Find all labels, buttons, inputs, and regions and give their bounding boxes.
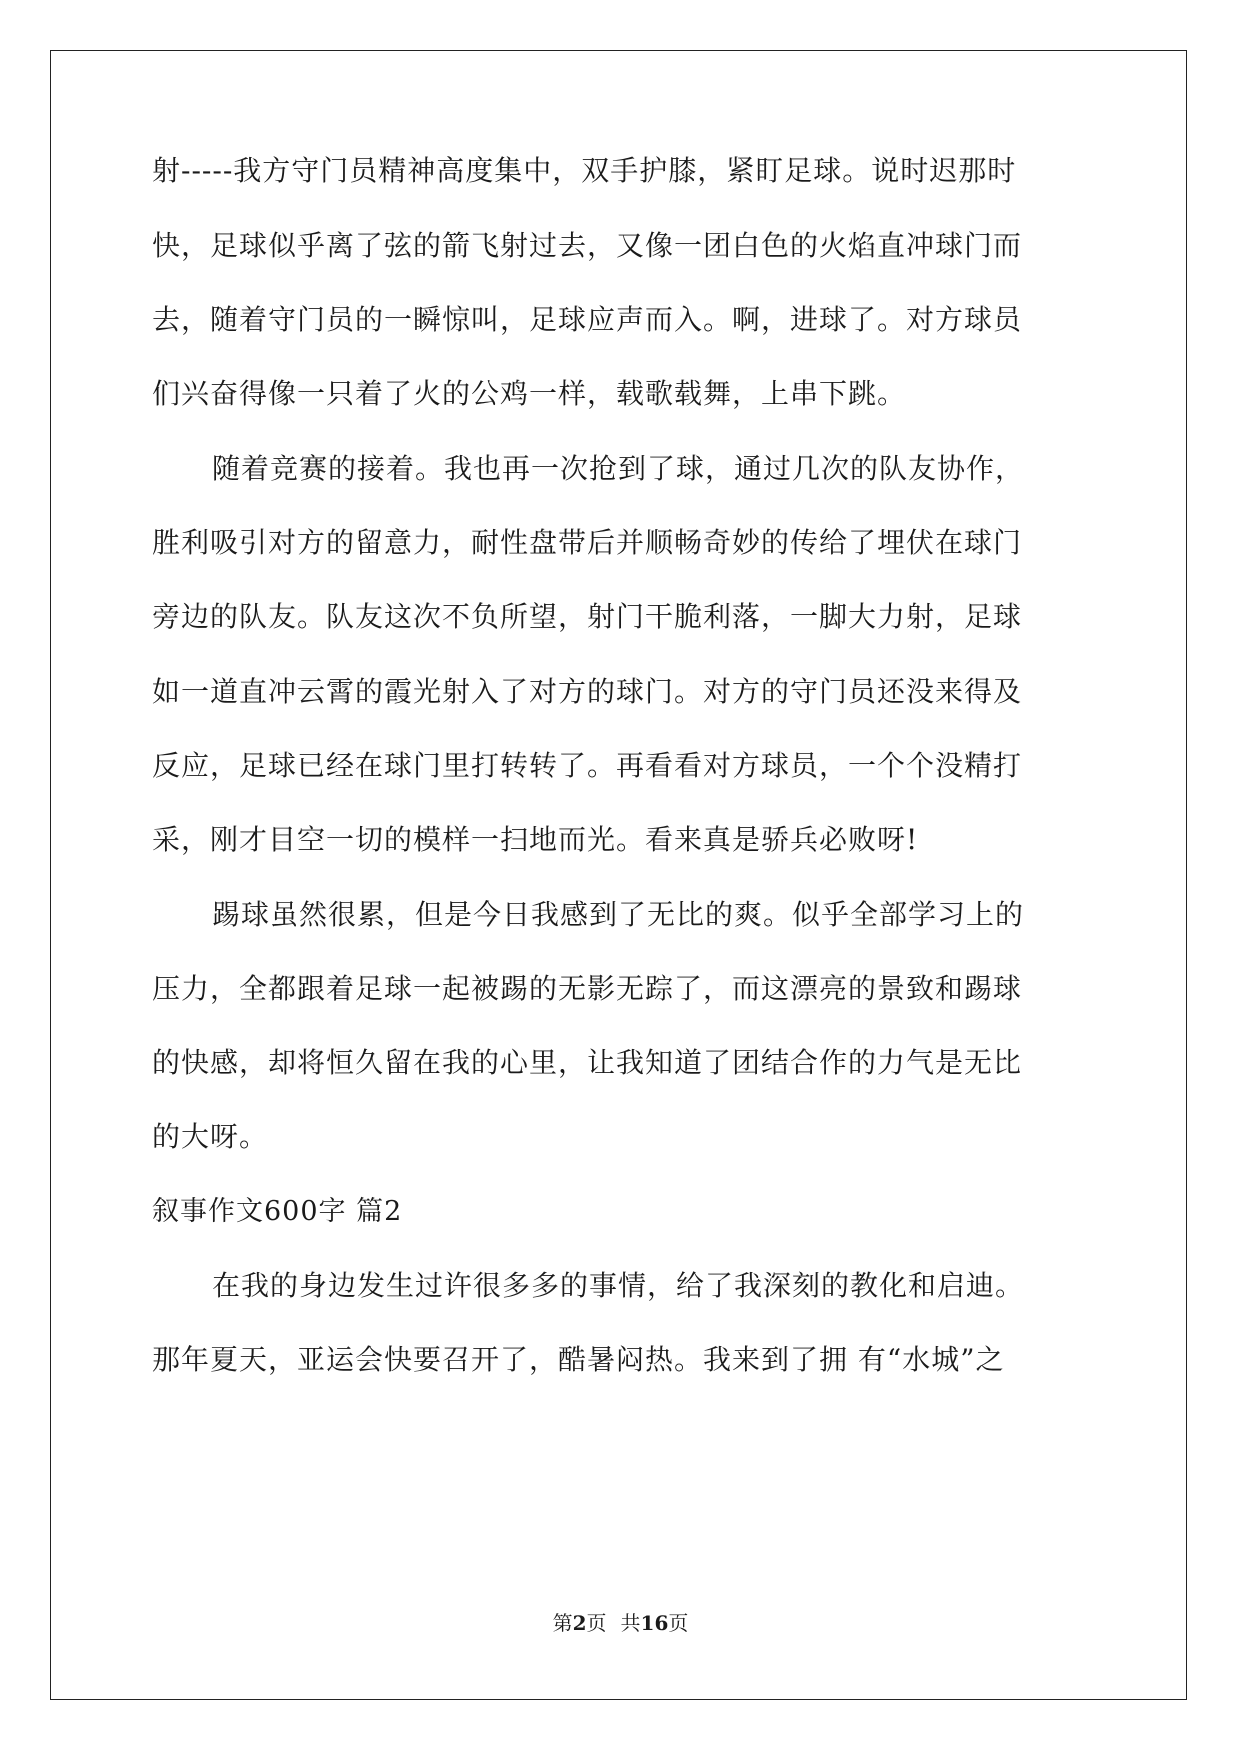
text-line: 在我的身边发生过许很多多的事情，给了我深刻的教化和启迪。 [212,1269,1025,1302]
total-page-count: 16 [640,1611,669,1635]
footer-total-prefix: 共 [620,1611,641,1635]
section-heading: 叙事作文600字 篇2 [152,1196,403,1227]
text-line: 那年夏天，亚运会快要召开了，酷暑闷热。我来到了拥 有“水城”之 [152,1343,1005,1376]
text-line: 踢球虽然很累，但是今日我感到了无比的爽。似乎全部学习上的 [212,898,1025,931]
text-line: 快，足球似乎离了弦的箭飞射过去，又像一团白色的火焰直冲球门而 [152,229,1023,262]
text-line: 们兴奋得像一只着了火的公鸡一样，载歌载舞，上串下跳。 [152,377,907,410]
text-line: 随着竞赛的接着。我也再一次抢到了球，通过几次的队友协作， [212,452,1025,485]
current-page-number: 2 [572,1611,587,1635]
page-footer [0,1613,1241,1633]
text-line: 压力，全都跟着足球一起被踢的无影无踪了，而这漂亮的景致和踢球 [152,972,1023,1005]
text-line: 采，刚才目空一切的模样一扫地而光。看来真是骄兵必败呀! [152,823,919,856]
text-line: 胜利吸引对方的留意力，耐性盘带后并顺畅奇妙的传给了埋伏在球门 [152,526,1023,559]
page-border [50,50,1187,1700]
text-line: 去，随着守门员的一瞬惊叫，足球应声而入。啊，进球了。对方球员 [152,303,1023,336]
text-line: 反应，足球已经在球门里打转转了。再看看对方球员，一个个没精打 [152,749,1023,782]
footer-prefix: 第 [552,1611,573,1635]
footer-total-suffix: 页 [668,1611,689,1635]
text-line: 的大呀。 [152,1120,269,1153]
text-line: 旁边的队友。队友这次不负所望，射门干脆利落，一脚大力射，足球 [152,600,1023,633]
text-line: 射-----我方守门员精神高度集中，双手护膝，紧盯足球。说时迟那时 [152,154,1017,187]
footer-page-suffix: 页 [586,1611,607,1635]
text-line: 如一道直冲云霄的霞光射入了对方的球门。对方的守门员还没来得及 [152,675,1023,708]
text-line: 的快感，却将恒久留在我的心里，让我知道了团结合作的力气是无比 [152,1046,1023,1079]
